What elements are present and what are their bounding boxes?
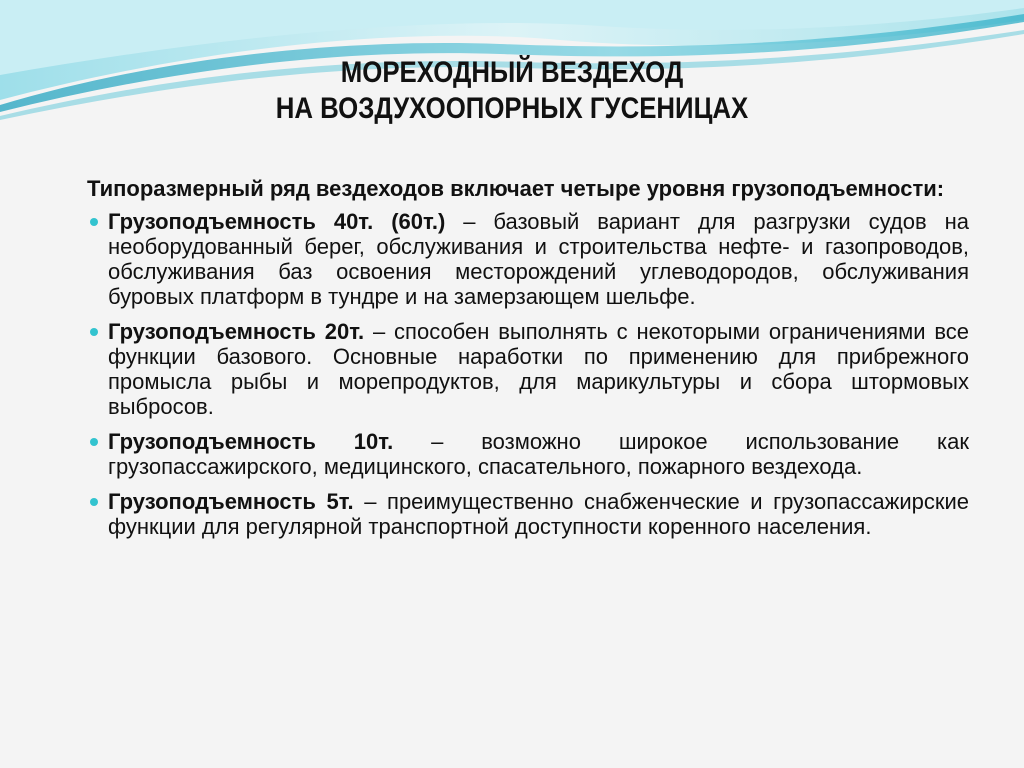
bullet-dot-icon <box>90 218 98 226</box>
list-item <box>87 489 969 539</box>
slide-body <box>87 176 969 549</box>
item-text: – возможно широкое использование как грузопассажирского, медицинского, спасательного, пожарного вездехода. <box>108 429 969 479</box>
item-term: Грузоподъемность 20т. <box>108 319 365 344</box>
title-line-1: МОРЕХОДНЫЙ ВЕЗДЕХОД <box>340 56 684 89</box>
item-term: Грузоподъемность 10т. <box>108 429 394 454</box>
list-item <box>87 429 969 479</box>
list-item <box>87 209 969 309</box>
list-item <box>87 319 969 419</box>
bullet-dot-icon <box>90 498 98 506</box>
bullet-dot-icon <box>90 438 98 446</box>
bullet-dot-icon <box>90 328 98 336</box>
item-text: – преимущественно снабженческие и грузопассажирские функции для регулярной транспортной доступности коренного населения. <box>108 489 969 539</box>
item-text: – способен выполнять с некоторыми ограничениями все функции базового. Основные наработки по применению для прибрежного промысла рыбы и морепродуктов, для марикультуры и сбора штормовых выбросов. <box>108 319 969 419</box>
item-term: Грузоподъемность 5т. <box>108 489 354 514</box>
title-line-2: НА ВОЗДУХООПОРНЫХ ГУСЕНИЦАХ <box>275 92 749 125</box>
intro-text: Типоразмерный ряд вездеходов включает четыре уровня грузоподъемности: <box>87 176 945 201</box>
slide-title <box>72 55 953 127</box>
item-text: – базовый вариант для разгрузки судов на необорудованный берег, обслуживания и строительства нефте- и газопроводов, обслуживания баз освоения месторождений углеводородов, обслуживания буровых платформ в тундре и на замерзающем шельфе. <box>108 209 969 309</box>
item-term: Грузоподъемность 40т. (60т.) <box>108 209 446 234</box>
